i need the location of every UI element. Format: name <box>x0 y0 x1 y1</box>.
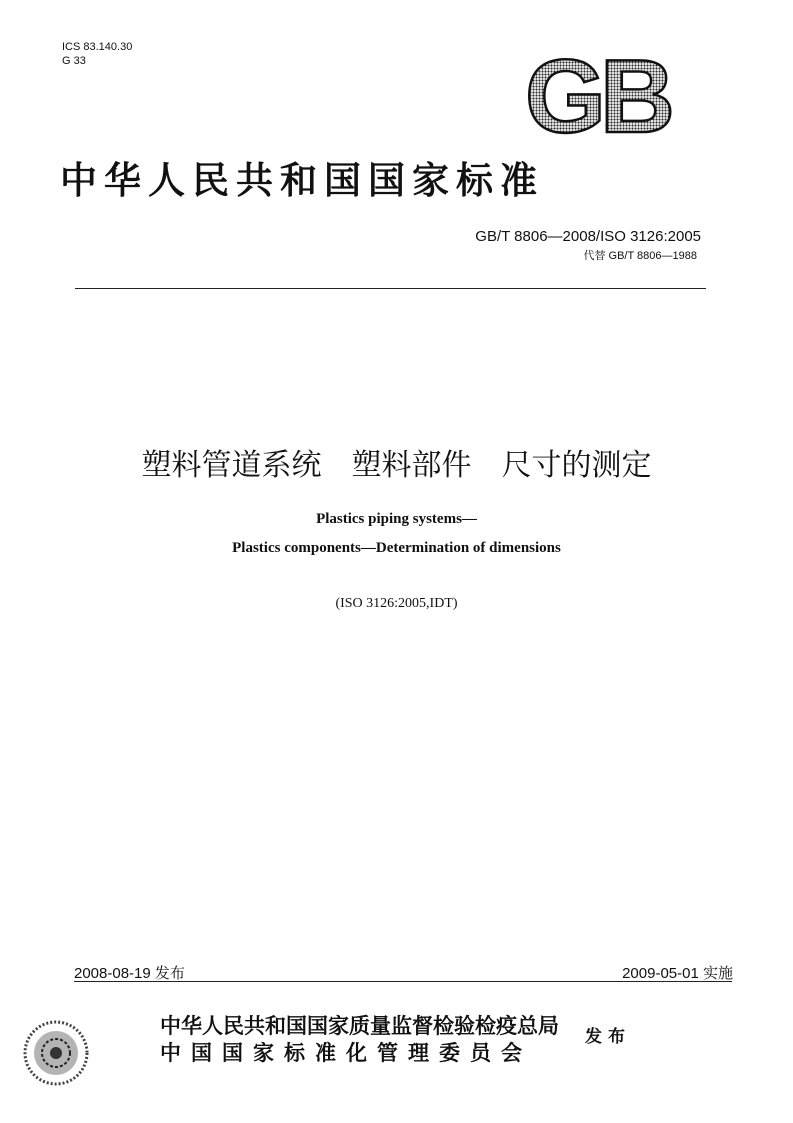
seal-emblem <box>22 1018 90 1088</box>
header-divider <box>75 288 706 289</box>
ccs-code: G 33 <box>62 55 86 67</box>
replaces-standard: 代替 GB/T 8806—1988 <box>583 250 697 262</box>
footer-divider <box>74 981 732 982</box>
issuer-aqsiq: 中华人民共和国国家质量监督检验检疫总局 <box>160 1014 559 1038</box>
publish-date: 2008-08-19 发布 <box>74 965 185 982</box>
effective-date: 2009-05-01 实施 <box>622 965 733 982</box>
iso-reference: (ISO 3126:2005,IDT) <box>335 596 458 611</box>
national-standard-title: 中华人民共和国国家标准 <box>60 159 544 202</box>
issuer-sac: 中国国家标准化管理委员会 <box>160 1041 532 1065</box>
standard-number: GB/T 8806—2008/ISO 3126:2005 <box>475 228 701 245</box>
publish-label: 发布 <box>585 1027 631 1047</box>
svg-text:GB: GB <box>525 52 669 138</box>
english-title-line-2: Plastics components—Determination of dimensions <box>232 540 561 556</box>
ics-code: ICS 83.140.30 <box>62 41 133 53</box>
classification-codes <box>62 40 132 68</box>
chinese-title: 塑料管道系统 塑料部件 尺寸的测定 <box>141 448 652 483</box>
gb-logo <box>517 52 677 138</box>
english-title-line-1: Plastics piping systems— <box>316 511 477 527</box>
